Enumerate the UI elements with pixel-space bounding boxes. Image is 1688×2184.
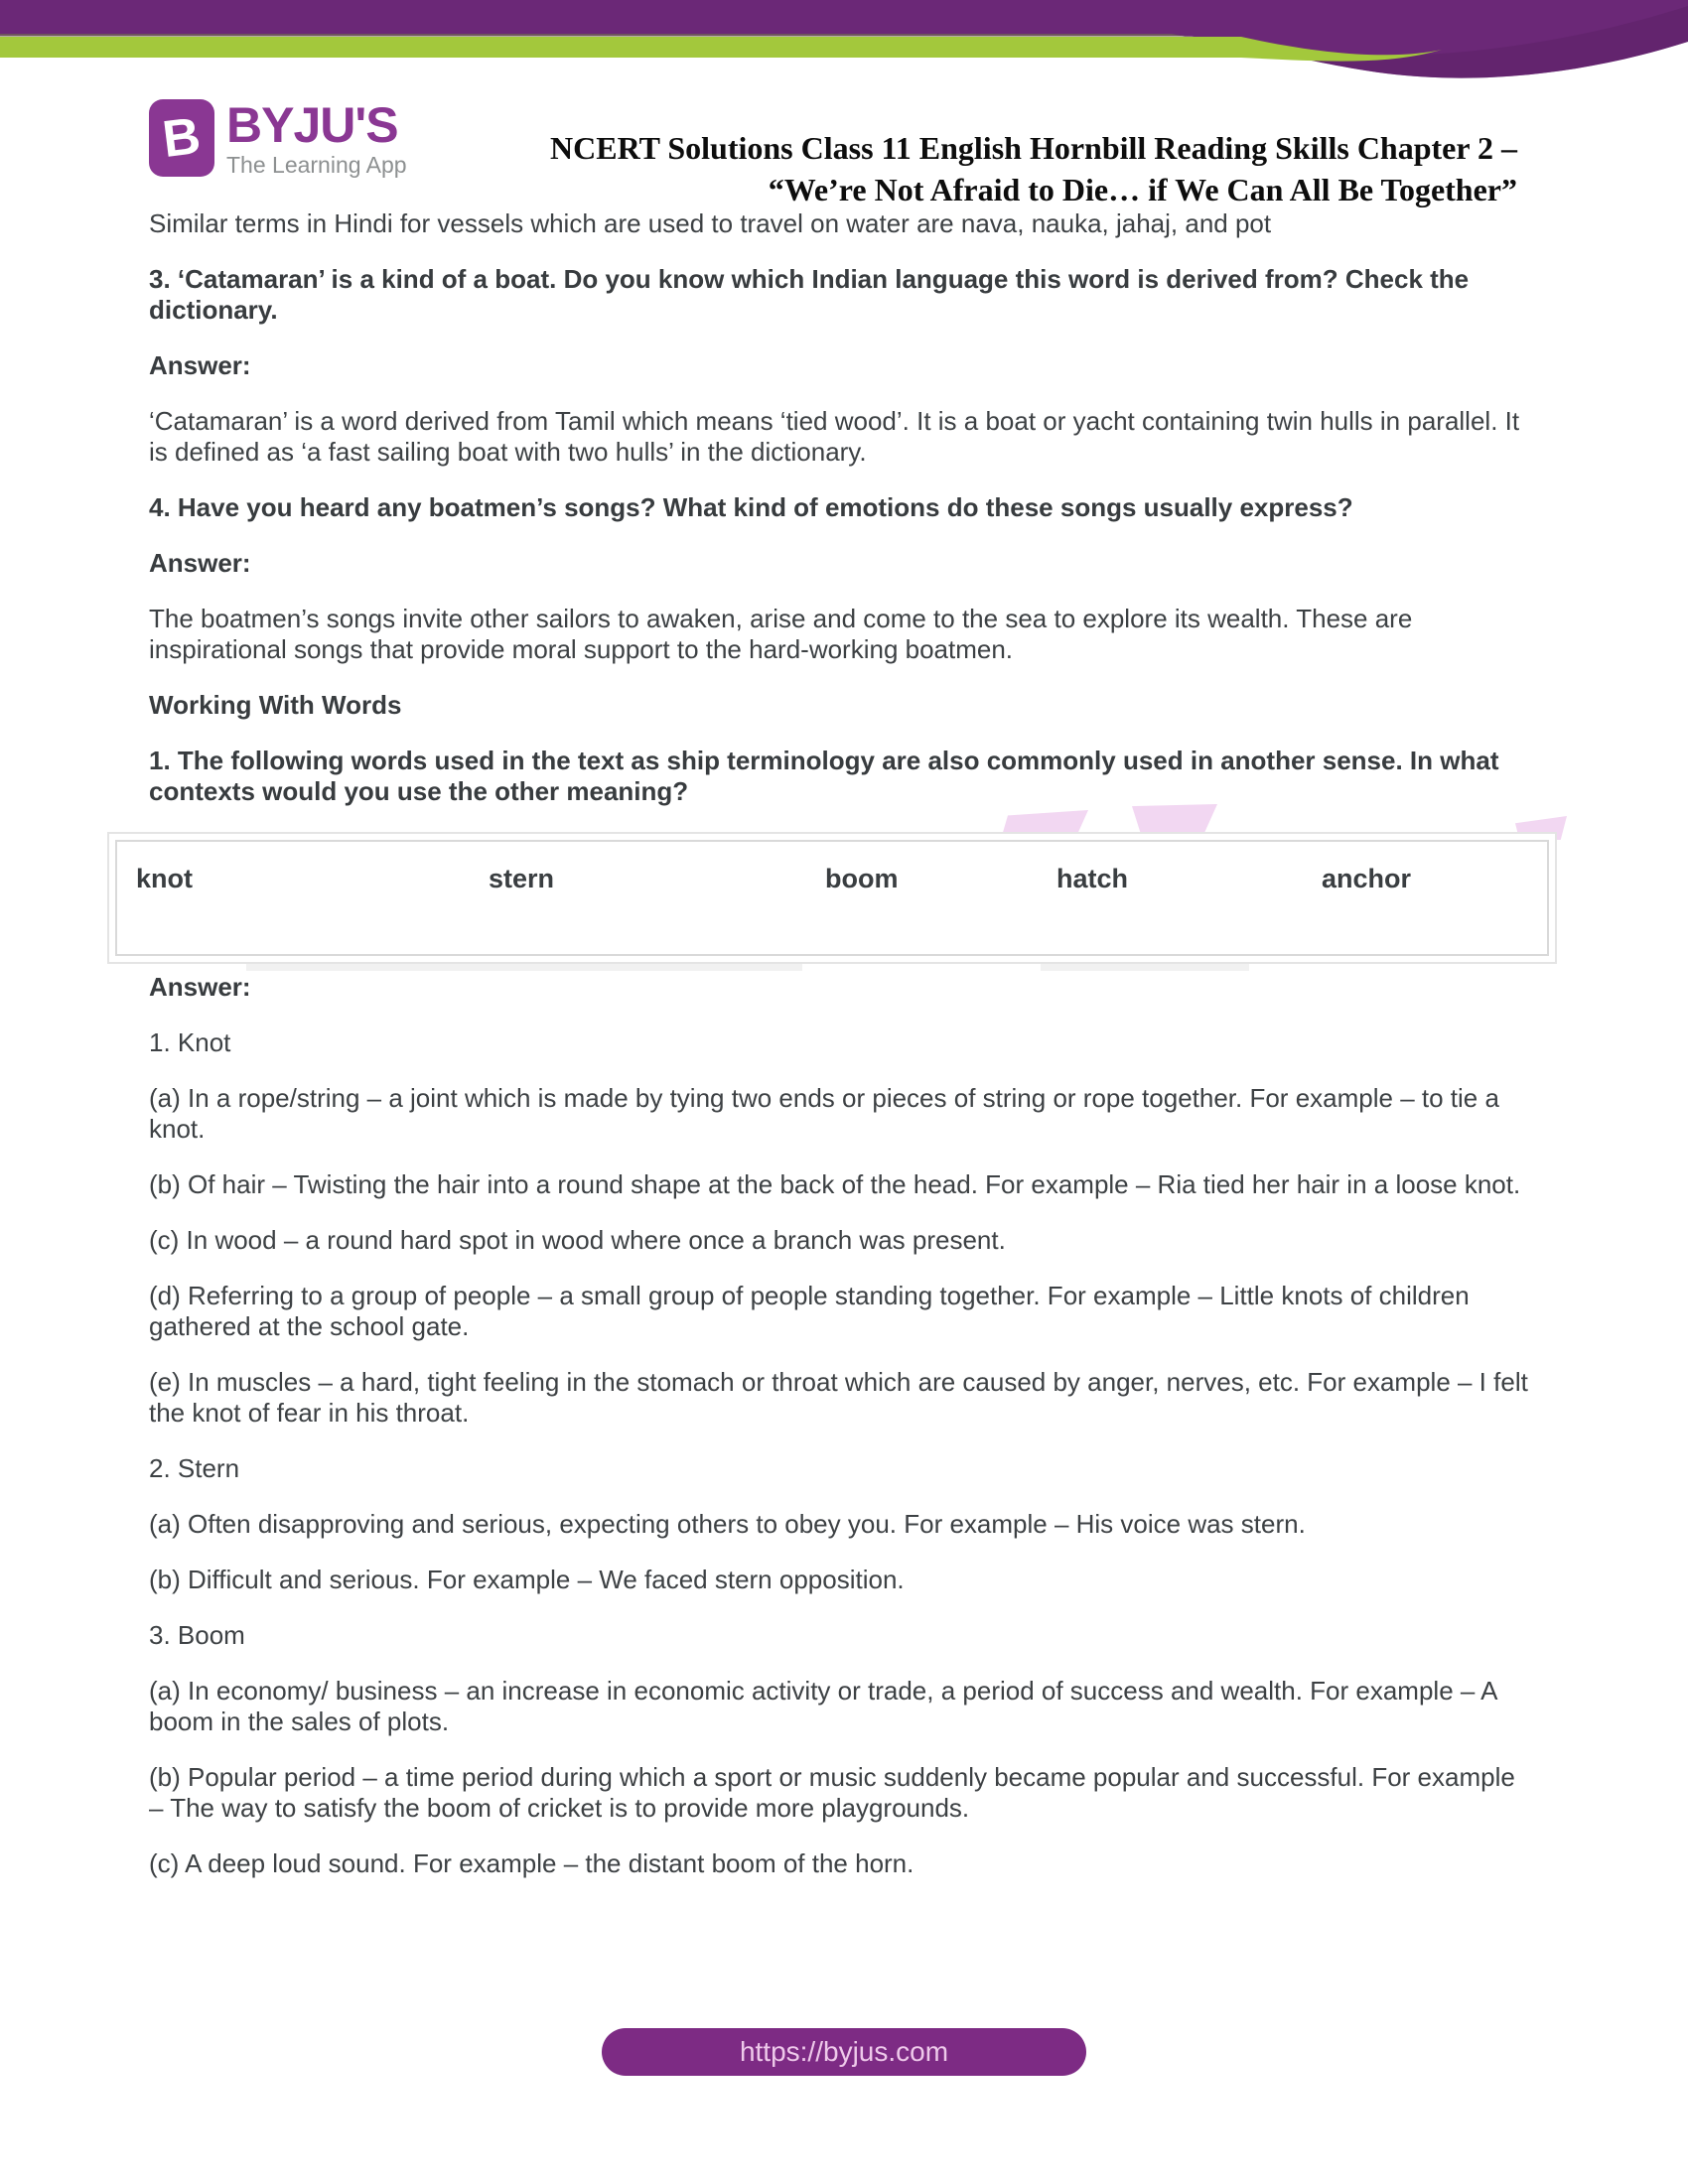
item-2-stern: 2. Stern [149,1453,240,1483]
ship-term-anchor: anchor [1322,864,1412,893]
boom-meaning-b: (b) Popular period – a time period during which a sport or music suddenly became popular and successful. For example – The way to satisfy the boom of cricket is to provide more playgrounds. [149,1762,1515,1823]
document-body [136,208,1531,1904]
item-1-knot: 1. Knot [149,1027,231,1057]
ship-terms-box-inner-border [115,840,1549,956]
byjus-tagline: The Learning App [226,152,407,178]
question-3: 3. ‘Catamaran’ is a kind of a boat. Do you know which Indian language this word is derived from? Check the dictionary. [149,264,1470,325]
ship-terms-box-area [107,832,1557,964]
question-ww-1: 1. The following words used in the text as ship terminology are also commonly used in another sense. In what contexts would you use the other meaning? [149,746,1499,806]
ship-terms-box [107,832,1557,964]
page-title [550,127,1517,210]
answer-label-ww1: Answer: [149,972,251,1002]
ship-term-stern: stern [489,864,555,893]
paragraph-hindi-terms: Similar terms in Hindi for vessels which are used to travel on water are nava, nauka, jahaj, and pot [149,208,1272,238]
byjus-url-label: https://byjus.com [739,2036,949,2067]
answer-label-q3: Answer: [149,350,251,380]
item-3-boom: 3. Boom [149,1620,245,1650]
page-title-line1: NCERT Solutions Class 11 English Hornbill Reading Skills Chapter 2 – [550,130,1517,166]
byjus-logo [149,99,407,178]
knot-meaning-e: (e) In muscles – a hard, tight feeling in the stomach or throat which are caused by anger, nerves, etc. For example – I felt the knot of fear in his throat. [149,1367,1528,1428]
stern-meaning-b: (b) Difficult and serious. For example – We faced stern opposition. [149,1565,905,1594]
byjus-b-icon: B [159,106,205,170]
knot-meaning-d: (d) Referring to a group of people – a small group of people standing together. For example – Little knots of children gathered at the school gate. [149,1281,1470,1341]
boom-meaning-c: (c) A deep loud sound. For example – the distant boom of the horn. [149,1848,914,1878]
knot-meaning-a: (a) In a rope/string – a joint which is made by tying two ends or pieces of string or rope together. For example – to tie a knot. [149,1083,1499,1144]
page-title-line2: “We’re Not Afraid to Die… if We Can All Be Together” [768,172,1517,207]
ship-term-boom: boom [825,864,899,893]
boom-meaning-a: (a) In economy/ business – an increase in economic activity or trade, a period of success and wealth. For example – A boom in the sales of plots. [149,1676,1497,1736]
question-4: 4. Have you heard any boatmen’s songs? What kind of emotions do these songs usually express? [149,492,1353,522]
answer-label-q4: Answer: [149,548,251,578]
answer-catamaran: ‘Catamaran’ is a word derived from Tamil which means ‘tied wood’. It is a boat or yacht containing twin hulls in parallel. It is defined as ‘a fast sailing boat with two hulls’ in the dictionary. [149,406,1520,467]
header-green-band [0,37,1442,62]
ship-term-knot: knot [136,864,193,893]
answer-boatmen-songs: The boatmen’s songs invite other sailors to awaken, arise and come to the sea to explore its wealth. These are inspirational songs that provide moral support to the hard-working boatmen. [149,604,1413,664]
byjus-logo-badge [149,99,214,177]
byjus-brand-name: BYJU'S [226,97,398,153]
ship-term-hatch: hatch [1056,864,1129,893]
heading-working-with-words: Working With Words [149,690,402,720]
byjus-url-button[interactable] [602,2028,1086,2076]
stern-meaning-a: (a) Often disapproving and serious, expecting others to obey you. For example – His voice was stern. [149,1509,1306,1539]
knot-meaning-b: (b) Of hair – Twisting the hair into a round shape at the back of the head. For example – Ria tied her hair in a loose knot. [149,1169,1521,1199]
knot-meaning-c: (c) In wood – a round hard spot in wood where once a branch was present. [149,1225,1006,1255]
